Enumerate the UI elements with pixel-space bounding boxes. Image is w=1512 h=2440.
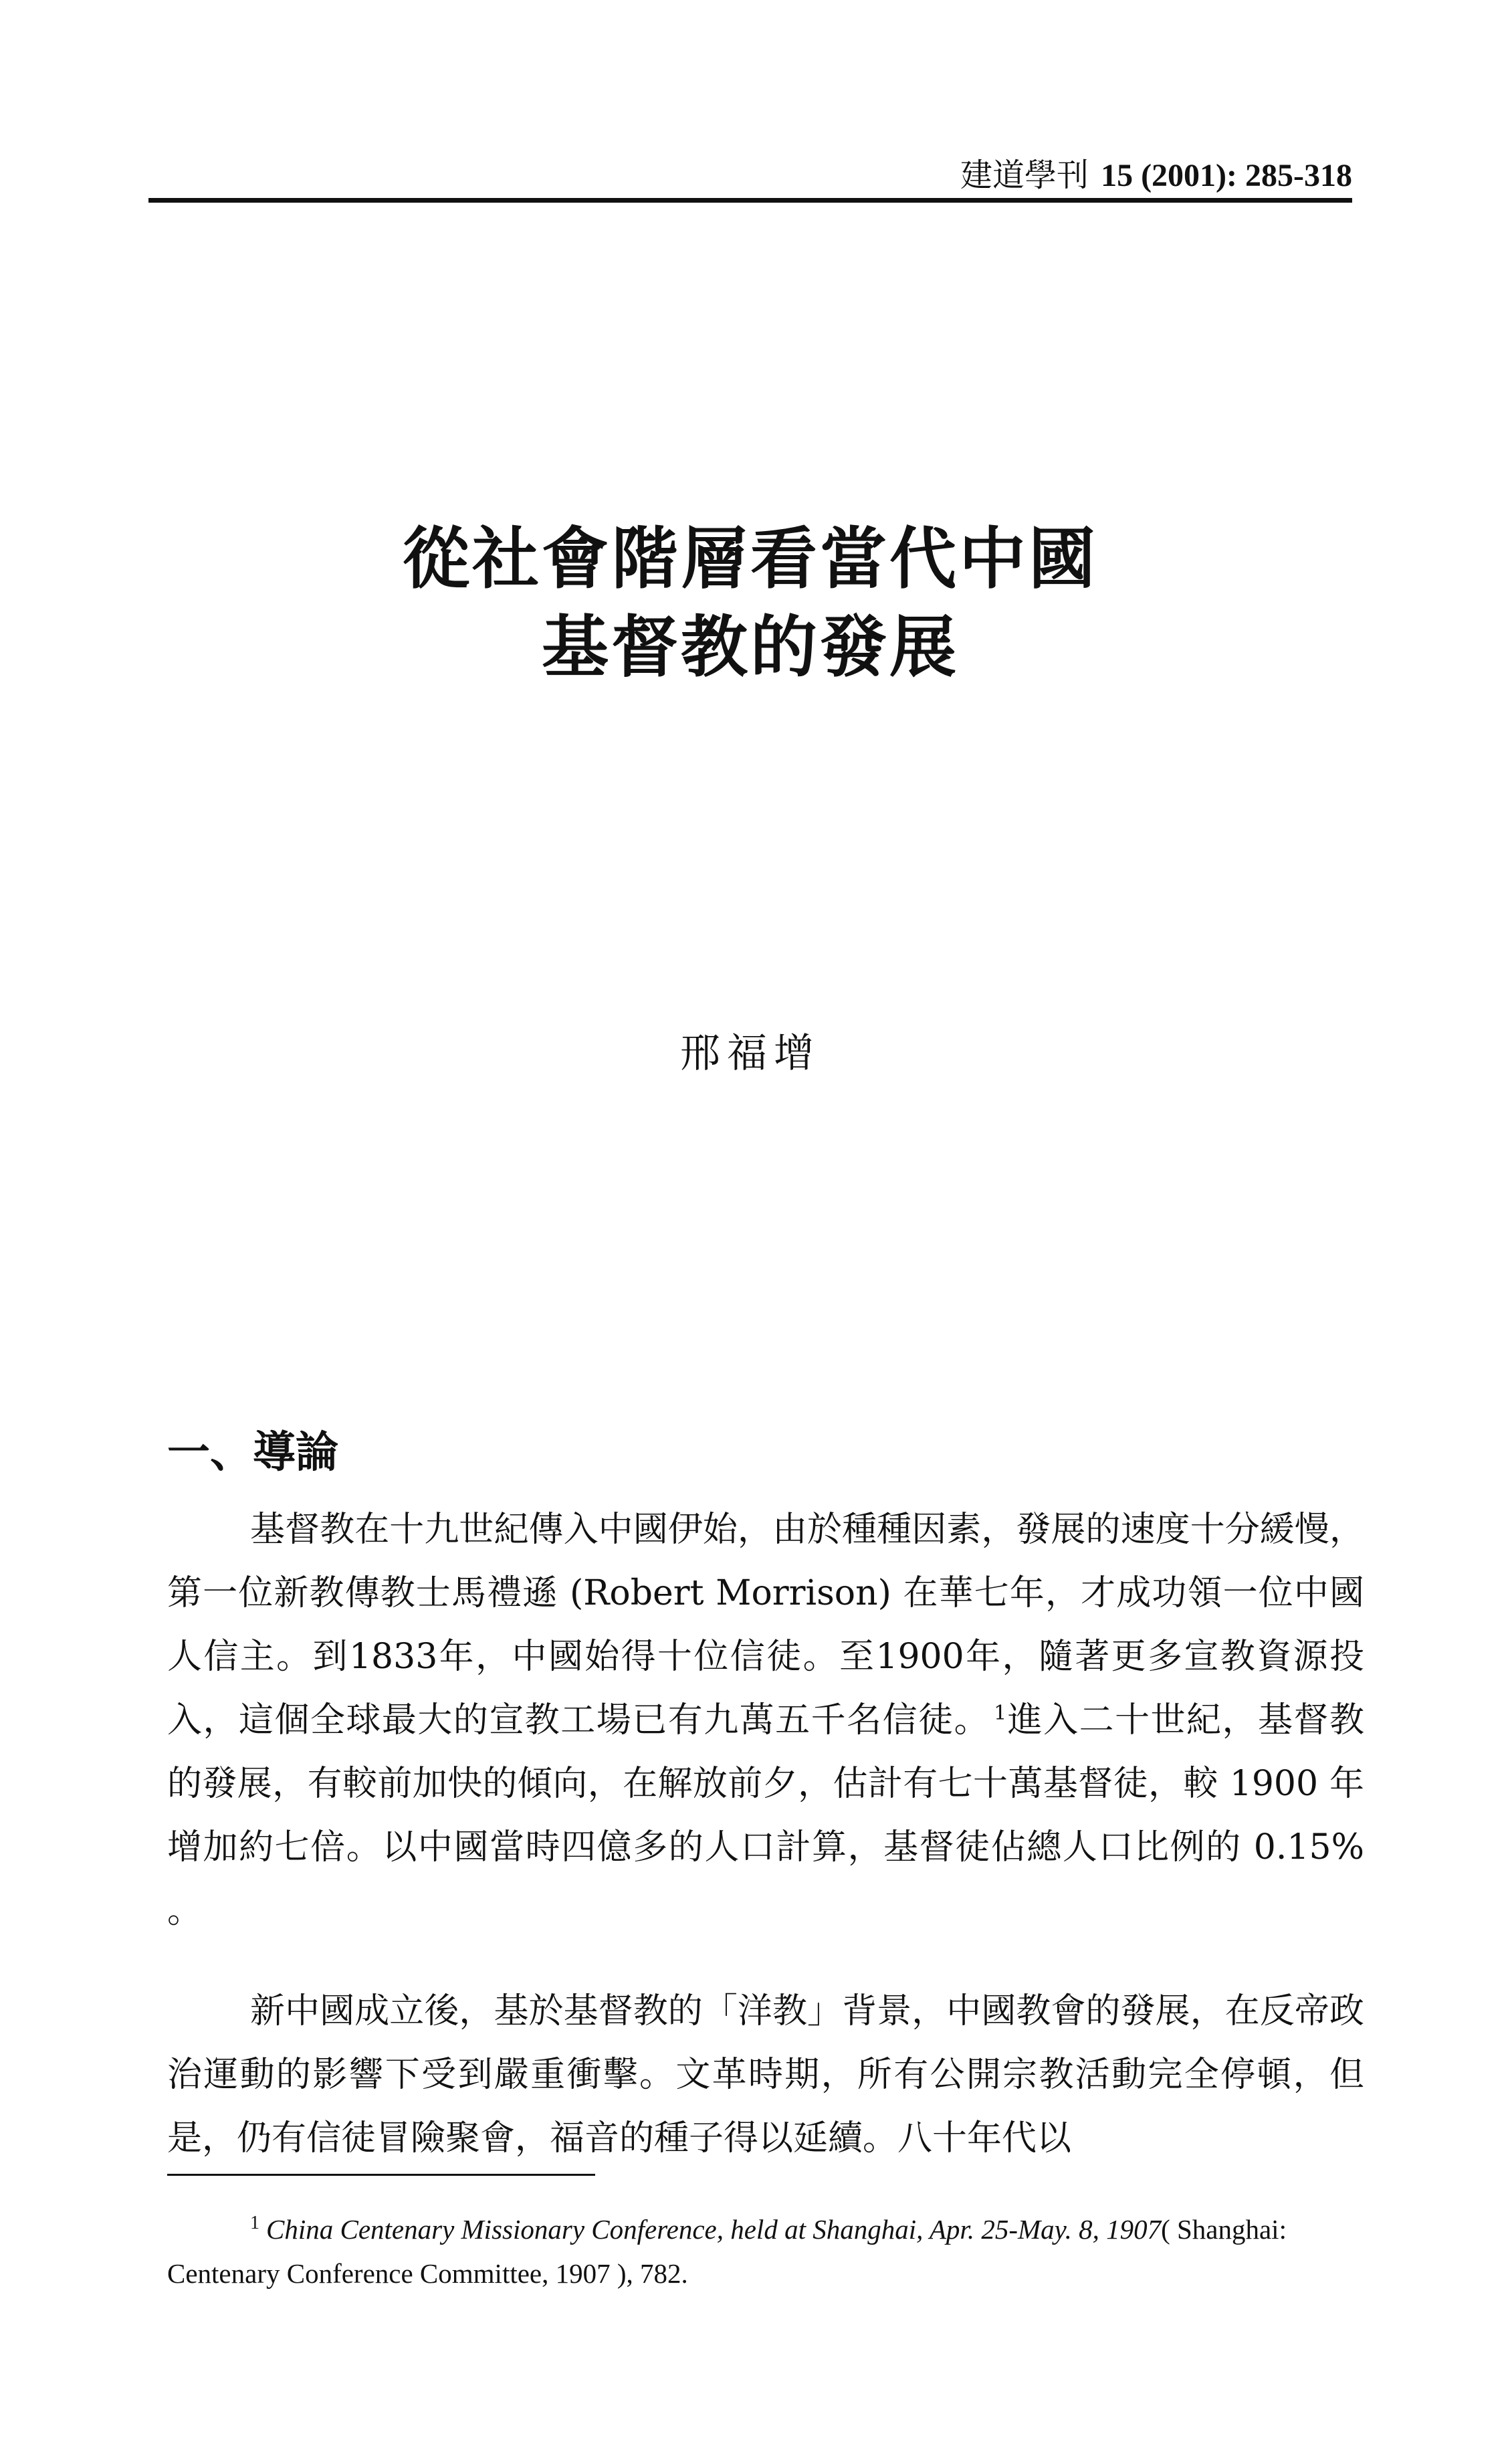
- section-heading: 一、導論: [167, 1428, 338, 1478]
- paragraph-1-text-b: 進入二十世紀，基督教的發展，有較前加快的傾向，在解放前夕，估計有七十萬基督徒，較 1900 年增加約七倍。以中國當時四億多的人口計算，基督徒佔總人口比例的 0.15% 。: [167, 1700, 1364, 1931]
- paragraph-1-text-a: 基督教在十九世紀傳入中國伊始，由於種種因素，發展的速度十分緩慢，第一位新教傳教士馬禮遜 (Robert Morrison) 在華七年，才成功領一位中國人信主。到1833年，中國始得十位信徒。至1900年，隨著更多宣教資源投入，這個全球最大的宣教工場已有九萬五千名信徒。: [167, 1510, 1364, 1740]
- author-name: 邢福增: [680, 1030, 821, 1077]
- footnote-details: ( Shanghai: Centenary Conference Committee, 1907 ), 782.: [167, 2214, 1287, 2289]
- footnote-rule: [167, 2174, 595, 2176]
- journal-name: 建道學刊: [960, 157, 1089, 194]
- paragraph-1: [167, 1498, 1364, 1943]
- article-title: [148, 515, 1352, 692]
- paragraph-2: [167, 1980, 1364, 2170]
- footnote-title: China Centenary Missionary Conference, held at Shanghai, Apr. 25-May. 8, 1907: [266, 2214, 1162, 2245]
- footnote: [167, 2207, 1364, 2296]
- journal-citation: 15 (2001): 285-318: [1101, 158, 1352, 193]
- footnote-number: 1: [250, 2213, 259, 2234]
- title-line-1: 從社會階層看當代中國: [403, 520, 1098, 598]
- running-header: [148, 148, 1352, 202]
- title-line-2: 基督教的發展: [542, 608, 959, 686]
- paragraph-2-text: 新中國成立後，基於基督教的「洋教」背景，中國教會的發展，在反帝政治運動的影響下受到嚴重衝擊。文革時期，所有公開宗教活動完全停頓，但是，仍有信徒冒險聚會，福音的種子得以延續。八十年代以: [167, 1991, 1364, 2158]
- header-rule: [148, 198, 1352, 203]
- footnote-reference[interactable]: 1: [994, 1701, 1007, 1725]
